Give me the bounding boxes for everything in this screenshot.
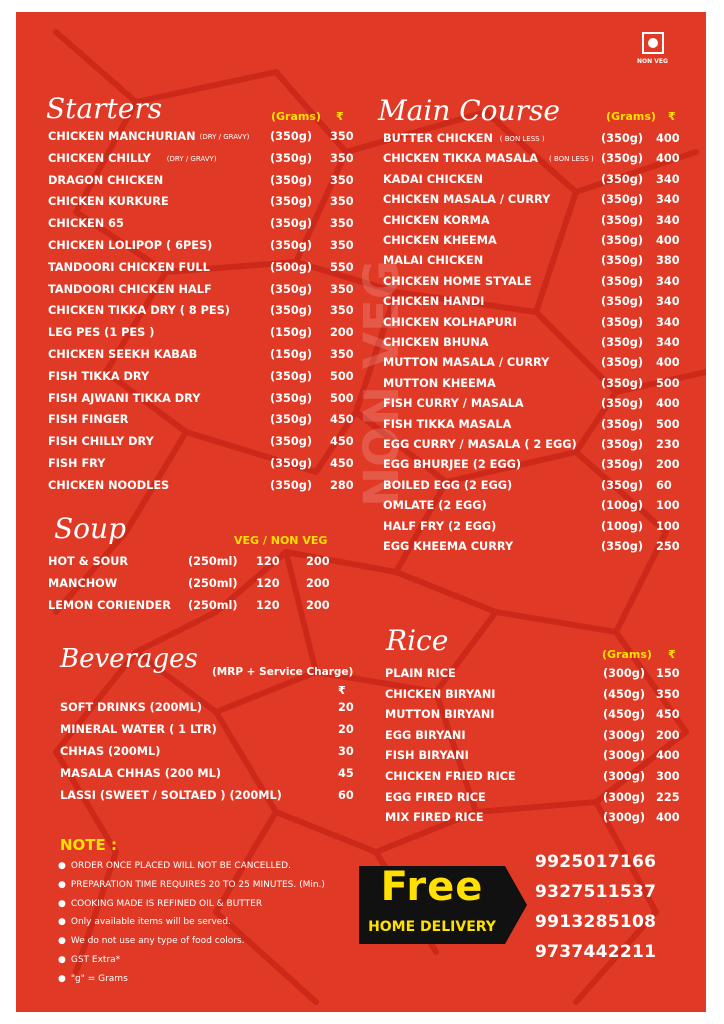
item-quantity: (300g): [603, 790, 645, 804]
starter-row: [48, 392, 358, 410]
item-name: EGG BIRYANI: [385, 728, 466, 742]
starter-row: [48, 174, 358, 192]
item-price: 100: [656, 519, 680, 533]
starter-row: [48, 370, 358, 388]
soup-row: [48, 555, 348, 573]
menu-page: [16, 12, 706, 1012]
note-title: NOTE :: [60, 836, 118, 854]
note-text: We do not use any type of food colors.: [70, 936, 245, 947]
item-name: PLAIN RICE: [385, 667, 456, 680]
item-price-veg: 120: [256, 555, 280, 568]
item-price: 550: [330, 260, 354, 274]
main-course-row: [383, 193, 683, 211]
item-name: FISH AJWANI TIKKA DRY: [48, 391, 201, 405]
item-price: 500: [330, 391, 354, 405]
rice-row: [385, 749, 685, 767]
item-quantity: (350g): [270, 457, 312, 470]
item-price: 450: [330, 413, 354, 427]
beverage-row: [60, 701, 360, 719]
starter-row: [48, 457, 358, 475]
item-quantity: (350g): [270, 391, 312, 405]
item-name: CHHAS (200ML): [60, 745, 161, 758]
item-name: CHICKEN TIKKA DRY ( 8 PES): [48, 304, 230, 318]
item-name: FISH TIKKA MASALA: [383, 417, 512, 431]
rice-rupee-header: ₹: [668, 648, 676, 661]
item-name: FISH FINGER: [48, 413, 129, 427]
item-price: 350: [330, 304, 354, 318]
item-name: FISH CURRY / MASALA: [383, 397, 524, 411]
item-name: MALAI CHICKEN: [383, 254, 484, 268]
starter-row: [48, 261, 358, 279]
item-note: (DRY / GRAVY): [199, 133, 250, 141]
rice-row: [385, 811, 685, 829]
note-item: [58, 955, 120, 965]
item-price: 400: [656, 811, 680, 825]
item-quantity: (350g): [270, 369, 312, 383]
item-name: FISH CHILLY DRY: [48, 435, 154, 449]
item-quantity: (500g): [270, 260, 312, 274]
item-price: 100: [656, 499, 680, 513]
item-price: 20: [338, 723, 354, 736]
starter-row: [48, 239, 358, 257]
item-quantity: (250ml): [188, 555, 238, 568]
rice-row: [385, 770, 685, 788]
item-quantity: (350g): [270, 304, 312, 318]
item-price: 400: [656, 749, 680, 763]
main-rupee-header: ₹: [668, 110, 676, 123]
item-name: MASALA CHHAS (200 ML): [60, 767, 222, 780]
nonveg-label: NON VEG: [637, 58, 668, 65]
item-quantity: (350g): [601, 376, 643, 390]
starter-row: [48, 413, 358, 431]
phone-number-4[interactable]: 9737442211: [535, 942, 657, 962]
bullet-icon: ●: [58, 936, 66, 947]
phone-number-1[interactable]: 9925017166: [535, 852, 657, 872]
item-quantity: (350g): [270, 173, 312, 187]
item-name: CHICKEN MASALA / CURRY: [383, 193, 551, 207]
item-name: CHICKEN HOME STYALE: [383, 274, 532, 288]
item-quantity: (250ml): [188, 577, 238, 590]
note-text: "g" = Grams: [70, 973, 128, 984]
item-price: 200: [330, 326, 354, 340]
item-price: 340: [656, 336, 680, 349]
item-name: MINERAL WATER ( 1 LTR): [60, 723, 217, 736]
bullet-icon: ●: [58, 879, 66, 890]
item-name: SOFT DRINKS (200ML): [60, 701, 202, 714]
note-text: COOKING MADE IS REFINED OIL & BUTTER: [70, 898, 263, 909]
item-name: HALF FRY (2 EGG): [383, 519, 497, 533]
item-quantity: (350g): [601, 152, 643, 166]
item-price-nonveg: 200: [306, 599, 330, 612]
item-quantity: (350g): [601, 397, 643, 411]
starter-row: [48, 304, 358, 322]
item-quantity: (350g): [601, 438, 643, 451]
beverage-row: [60, 767, 360, 785]
starters-grams-header: (Grams): [271, 110, 321, 123]
item-name: HOT & SOUR: [48, 555, 129, 568]
item-price: 450: [330, 457, 354, 470]
item-quantity: (450g): [603, 708, 645, 722]
item-price: 340: [656, 274, 680, 288]
item-quantity: (450g): [603, 687, 645, 701]
item-quantity: (350g): [601, 213, 643, 227]
item-name: CHICKEN KURKURE: [48, 195, 169, 209]
item-quantity: (300g): [603, 770, 645, 783]
item-quantity: (150g): [270, 326, 312, 340]
item-name: DRAGON CHICKEN: [48, 173, 164, 187]
item-quantity: (350g): [601, 478, 643, 492]
item-quantity: (350g): [270, 130, 312, 143]
item-name: CHICKEN SEEKH KABAB: [48, 348, 198, 361]
starter-row: [48, 479, 358, 497]
item-price: 200: [656, 728, 680, 742]
item-price: 400: [656, 152, 680, 166]
item-name: CHICKEN BHUNA: [383, 336, 489, 349]
phone-number-3[interactable]: 9913285108: [535, 912, 657, 932]
item-name: KADAI CHICKEN: [383, 172, 483, 186]
note-item: [58, 917, 231, 927]
rice-row: [385, 667, 685, 685]
item-name: OMLATE (2 EGG): [383, 499, 487, 513]
item-quantity: (350g): [601, 172, 643, 186]
main-course-row: [383, 438, 683, 456]
item-name: FISH FRY: [48, 457, 106, 470]
delivery-home-text: HOME DELIVERY: [368, 919, 496, 935]
item-name: CHICKEN LOLIPOP ( 6PES): [48, 239, 213, 252]
item-quantity: (350g): [270, 435, 312, 449]
item-price: 200: [656, 458, 680, 472]
item-price: 350: [330, 239, 354, 252]
item-price: 350: [330, 282, 354, 296]
item-price: 350: [330, 217, 354, 231]
nonveg-symbol: [642, 32, 664, 54]
note-text: ORDER ONCE PLACED WILL NOT BE CANCELLED.: [70, 861, 291, 871]
item-name: CHICKEN NOODLES: [48, 478, 170, 492]
item-note: ( BON LESS ): [499, 135, 545, 143]
item-price: 340: [656, 315, 680, 329]
main-course-row: [383, 254, 683, 272]
item-quantity: (350g): [270, 239, 312, 252]
item-quantity: (350g): [601, 417, 643, 431]
item-price: 400: [656, 397, 680, 411]
item-price: 60: [656, 478, 672, 492]
main-course-row: [383, 356, 683, 374]
rice-row: [385, 708, 685, 726]
item-price: 20: [338, 701, 354, 714]
item-price: 300: [656, 770, 680, 783]
item-price: 400: [656, 234, 680, 247]
item-price: 250: [656, 540, 680, 553]
main-course-title: Main Course: [378, 94, 560, 127]
item-quantity: (350g): [270, 195, 312, 209]
item-price: 350: [330, 195, 354, 209]
main-course-row: [383, 336, 683, 354]
item-name: CHICKEN CHILLY: [48, 151, 151, 165]
item-name: BUTTER CHICKEN: [383, 132, 493, 145]
soup-veg-nonveg-header: VEG / NON VEG: [234, 534, 328, 547]
rice-row: [385, 791, 685, 809]
item-price: 280: [330, 478, 354, 492]
main-course-row: [383, 479, 683, 497]
item-quantity: (300g): [603, 749, 645, 763]
item-price: 500: [330, 369, 354, 383]
item-quantity: (350g): [601, 295, 643, 309]
main-course-row: [383, 458, 683, 476]
note-text: Only available items will be served.: [70, 917, 231, 928]
item-quantity: (350g): [601, 336, 643, 349]
item-name: CHICKEN FRIED RICE: [385, 770, 516, 783]
main-course-row: [383, 397, 683, 415]
item-quantity: (350g): [601, 540, 643, 553]
beverages-subtitle: (MRP + Service Charge): [212, 666, 354, 678]
main-course-row: [383, 132, 683, 150]
item-quantity: (350g): [270, 282, 312, 296]
item-name: CHICKEN KORMA: [383, 213, 490, 227]
main-course-row: [383, 152, 683, 170]
main-course-row: [383, 173, 683, 191]
item-price: 340: [656, 193, 680, 207]
item-quantity: (350g): [601, 274, 643, 288]
main-course-row: [383, 520, 683, 538]
item-name: EGG CURRY / MASALA ( 2 EGG): [383, 438, 577, 451]
item-name: LEG PES (1 PES ): [48, 326, 155, 340]
beverage-row: [60, 745, 360, 763]
main-course-row: [383, 275, 683, 293]
note-item: [58, 974, 128, 984]
item-name: LEMON CORIENDER: [48, 599, 171, 612]
item-quantity: (350g): [601, 193, 643, 207]
soup-row: [48, 599, 348, 617]
item-price: 450: [656, 708, 680, 722]
starter-row: [48, 152, 358, 170]
item-price: 400: [656, 132, 680, 145]
item-quantity: (350g): [270, 413, 312, 427]
item-name: TANDOORI CHICKEN HALF: [48, 282, 212, 296]
item-name: BOILED EGG (2 EGG): [383, 478, 513, 492]
item-note: ( BON LESS ): [549, 155, 594, 164]
starters-rupee-header: ₹: [336, 110, 344, 123]
item-note: (DRY / GRAVY): [166, 154, 217, 163]
item-price: 400: [656, 356, 680, 370]
item-name: MUTTON MASALA / CURRY: [383, 356, 550, 370]
item-name: CHICKEN HANDI: [383, 295, 485, 309]
item-price: 350: [656, 687, 680, 701]
item-price: 340: [656, 295, 680, 309]
starter-row: [48, 217, 358, 235]
item-price-veg: 120: [256, 577, 280, 590]
item-name: CHICKEN KOLHAPURI: [383, 315, 517, 329]
item-quantity: (350g): [601, 254, 643, 268]
item-quantity: (300g): [603, 728, 645, 742]
phone-number-2[interactable]: 9327511537: [535, 882, 657, 902]
starter-row: [48, 435, 358, 453]
item-name: EGG KHEEMA CURRY: [383, 540, 514, 553]
beverages-title: Beverages: [60, 644, 198, 674]
item-quantity: (150g): [270, 348, 312, 361]
beverage-row: [60, 789, 360, 807]
starter-row: [48, 130, 358, 148]
item-quantity: (100g): [601, 499, 643, 513]
item-price: 500: [656, 417, 680, 431]
main-grams-header: (Grams): [606, 110, 656, 123]
main-course-row: [383, 316, 683, 334]
note-item: [58, 936, 244, 946]
item-quantity: (350g): [601, 356, 643, 370]
starters-title: Starters: [46, 92, 163, 125]
item-price: 350: [330, 173, 354, 187]
bullet-icon: ●: [58, 917, 66, 928]
bullet-icon: ●: [58, 955, 66, 965]
item-price: 225: [656, 790, 680, 804]
item-quantity: (350g): [270, 217, 312, 231]
item-quantity: (350g): [601, 132, 643, 145]
rice-row: [385, 688, 685, 706]
item-name: CHICKEN BIRYANI: [385, 687, 496, 701]
item-price-nonveg: 200: [306, 555, 330, 568]
item-quantity: (300g): [603, 667, 645, 680]
item-name: FISH BIRYANI: [385, 749, 469, 763]
item-price: 230: [656, 438, 680, 451]
beverage-row: [60, 723, 360, 741]
item-name: TANDOORI CHICKEN FULL: [48, 260, 210, 274]
item-price: 450: [330, 435, 354, 449]
bullet-icon: ●: [58, 973, 66, 984]
rice-row: [385, 729, 685, 747]
item-name: MIX FIRED RICE: [385, 811, 484, 825]
starter-row: [48, 283, 358, 301]
item-name: EGG BHURJEE (2 EGG): [383, 458, 522, 472]
starter-row: [48, 195, 358, 213]
item-name: MUTTON BIRYANI: [385, 708, 495, 722]
main-course-row: [383, 295, 683, 313]
item-price: 60: [338, 789, 354, 802]
main-course-row: [383, 377, 683, 395]
beverages-rupee-header: ₹: [338, 684, 346, 697]
item-quantity: (350g): [601, 458, 643, 472]
item-name: FISH TIKKA DRY: [48, 369, 150, 383]
item-price: 350: [330, 130, 354, 143]
item-name: MUTTON KHEEMA: [383, 376, 496, 390]
delivery-free-text: Free: [380, 864, 484, 910]
note-item: [58, 880, 325, 890]
note-text: GST Extra*: [70, 955, 121, 965]
main-course-row: [383, 214, 683, 232]
item-price: 340: [656, 172, 680, 186]
item-price: 500: [656, 376, 680, 390]
starter-row: [48, 348, 358, 366]
item-name: CHICKEN TIKKA MASALA: [383, 152, 538, 166]
item-price: 150: [656, 667, 680, 680]
item-price: 45: [338, 767, 354, 780]
item-quantity: (250ml): [188, 599, 238, 612]
item-quantity: (350g): [601, 315, 643, 329]
nonveg-watermark: NON VEG: [354, 259, 410, 507]
rice-title: Rice: [386, 624, 449, 657]
item-name: CHICKEN MANCHURIAN: [48, 130, 196, 143]
soup-row: [48, 577, 348, 595]
note-text: PREPARATION TIME REQUIRES 20 TO 25 MINUTES. (Min.): [70, 879, 325, 890]
item-name: CHICKEN 65: [48, 217, 124, 231]
item-quantity: (300g): [603, 811, 645, 825]
item-quantity: (350g): [601, 234, 643, 247]
item-price-veg: 120: [256, 599, 280, 612]
item-price: 350: [330, 348, 354, 361]
item-price: 30: [338, 745, 354, 758]
item-name: MANCHOW: [48, 577, 118, 590]
soup-title: Soup: [54, 512, 126, 545]
nonveg-dot-icon: [648, 38, 658, 48]
main-course-row: [383, 499, 683, 517]
item-name: CHICKEN KHEEMA: [383, 234, 497, 247]
bullet-icon: ●: [58, 861, 66, 871]
item-name: LASSI (SWEET / SOLTAED ) (200ML): [60, 789, 282, 802]
note-item: [58, 861, 291, 871]
note-item: [58, 899, 262, 909]
item-quantity: (100g): [601, 519, 643, 533]
bullet-icon: ●: [58, 898, 66, 909]
main-course-row: [383, 234, 683, 252]
main-course-row: [383, 418, 683, 436]
rice-grams-header: (Grams): [602, 648, 652, 661]
item-quantity: (350g): [270, 478, 312, 492]
item-price: 350: [330, 151, 354, 165]
item-price-nonveg: 200: [306, 577, 330, 590]
item-name: EGG FIRED RICE: [385, 790, 486, 804]
starter-row: [48, 326, 358, 344]
item-price: 380: [656, 254, 680, 268]
item-price: 340: [656, 213, 680, 227]
item-quantity: (350g): [270, 151, 312, 165]
main-course-row: [383, 540, 683, 558]
